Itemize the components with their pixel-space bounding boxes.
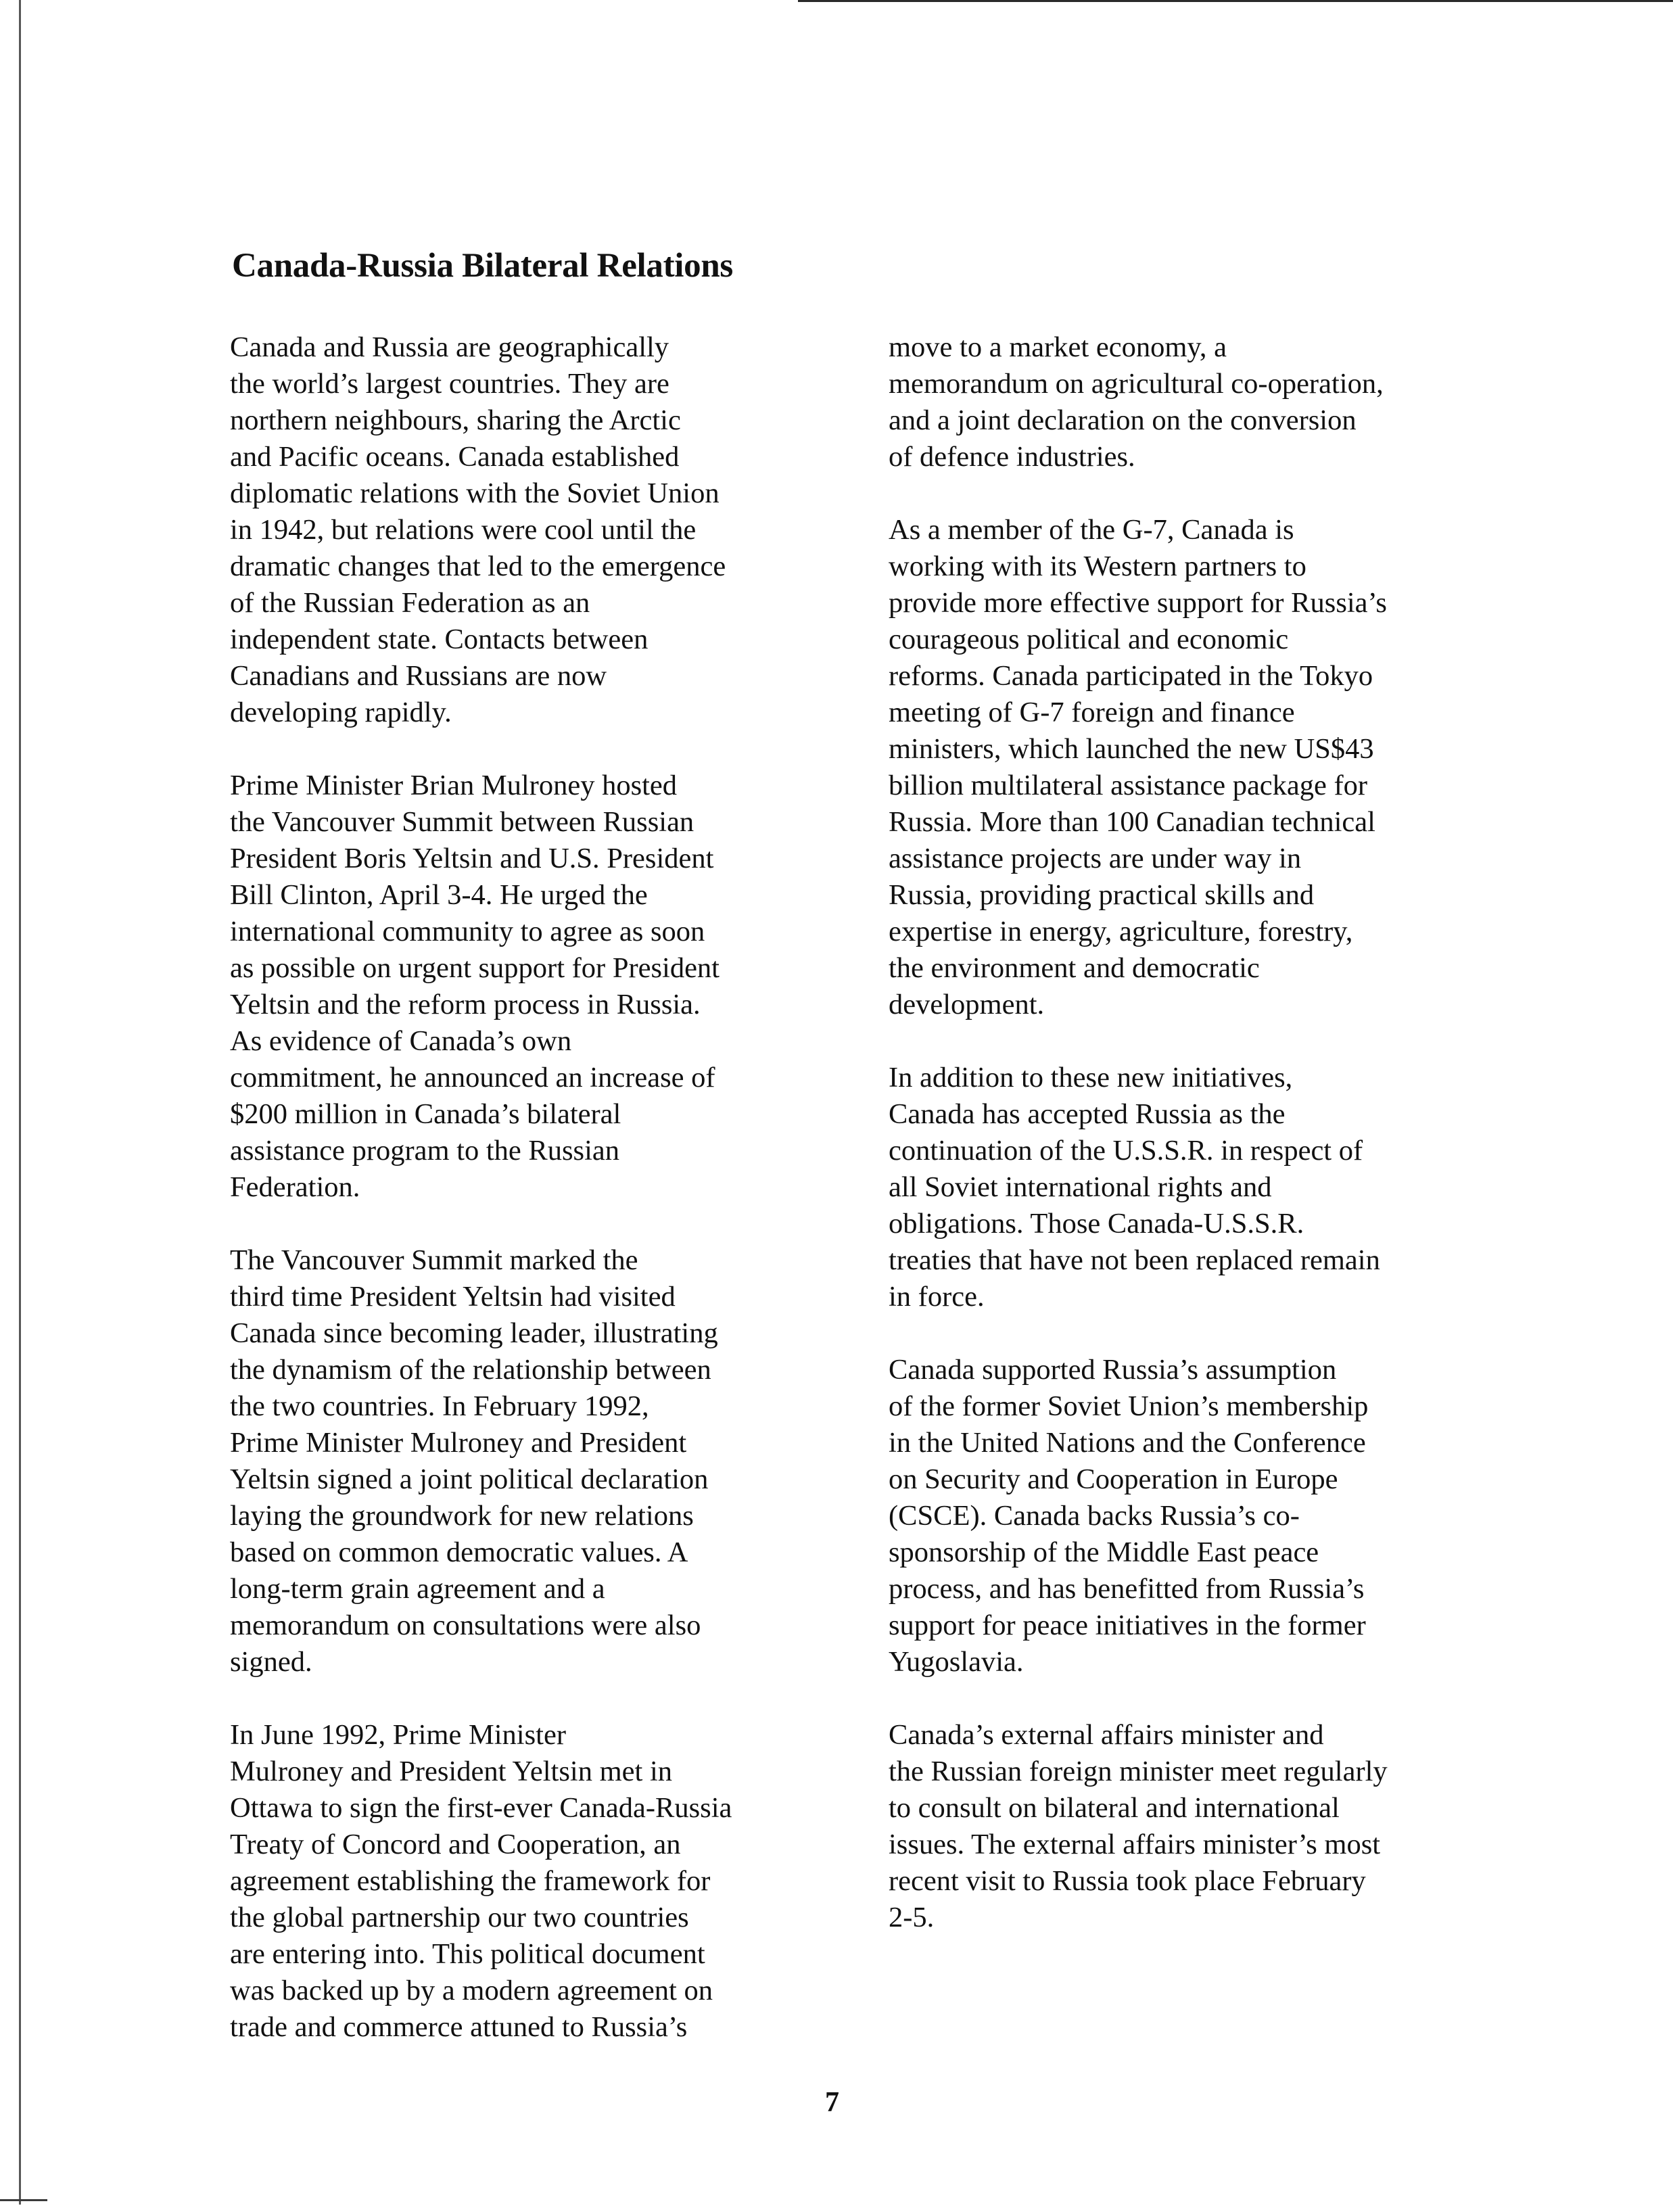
scan-edge-bottom	[0, 2199, 47, 2201]
paragraph: In June 1992, Prime Minister Mulroney and President Yeltsin met in Ottawa to sign the first-ever Canada-Russia Treaty of Concord and Cooperation, an agreement establishing the framework for the global partnership our two countries are entering into. This political document was backed up by a modern agreement on trade and commerce attuned to Russia’s	[230, 1719, 732, 2043]
paragraph: move to a market economy, a memorandum on agricultural co-operation, and a joint declaration on the conversion of defence industries.	[889, 331, 1384, 473]
paragraph: Prime Minister Brian Mulroney hosted the Vancouver Summit between Russian President Boris Yeltsin and U.S. President Bill Clinton, April 3-4. He urged the international community to agree as soon as possible on urgent support for President Yeltsin and the reform process in Russia. As evidence of Canada’s own commitment, he announced an increase of $200 million in Canada’s bilateral assistance program to the Russian Federation.	[230, 770, 720, 1203]
paragraph: As a member of the G-7, Canada is working with its Western partners to provide more effective support for Russia’s courageous political and economic reforms. Canada participated in the Tokyo meeting of G-7 foreign and finance ministers, which launched the new US$43 billion multilateral assistance package for Russia. More than 100 Canadian technical assistance projects are under way in Russia, providing practical skills and expertise in energy, agriculture, forestry, the environment and democratic development.	[889, 514, 1387, 1020]
paragraph: In addition to these new initiatives, Canada has accepted Russia as the continuation of the U.S.S.R. in respect of all Soviet international rights and obligations. Those Canada-U.S.S.R. treaties that have not been replaced remain in force.	[889, 1062, 1380, 1313]
page-title: Canada-Russia Bilateral Relations	[232, 247, 733, 285]
paragraph: The Vancouver Summit marked the third time President Yeltsin had visited Canada since becoming leader, illustrating the dynamism of the relationship between the two countries. In February 1992, Prime Minister Mulroney and President Yeltsin signed a joint political declaration laying the groundwork for new relations based on common democratic values. A long-term grain agreement and a memorandum on consultations were also signed.	[230, 1244, 718, 1678]
paragraph: Canada’s external affairs minister and the Russian foreign minister meet regularly to consult on bilateral and international issues. The external affairs minister’s most recent visit to Russia took place February 2-5.	[889, 1719, 1388, 1933]
paragraph: Canada and Russia are geographically the world’s largest countries. They are northern neighbours, sharing the Arctic and Pacific oceans. Canada established diplomatic relations with the Soviet Union in 1942, but relations were cool until the dramatic changes that led to the emergence of the Russian Federation as an independent state. Contacts between Canadians and Russians are now developing rapidly.	[230, 331, 726, 728]
left-column	[230, 329, 791, 2082]
scan-edge-left	[19, 0, 21, 2205]
right-column	[889, 329, 1470, 1973]
page-number: 7	[825, 2087, 839, 2118]
paragraph: Canada supported Russia’s assumption of the former Soviet Union’s membership in the United Nations and the Conference on Security and Cooperation in Europe (CSCE). Canada backs Russia’s co- sponsorship of the Middle East peace process, and has benefitted from Russia’s support for peace initiatives in the former Yugoslavia.	[889, 1354, 1369, 1678]
scan-edge-top	[798, 0, 1673, 2]
